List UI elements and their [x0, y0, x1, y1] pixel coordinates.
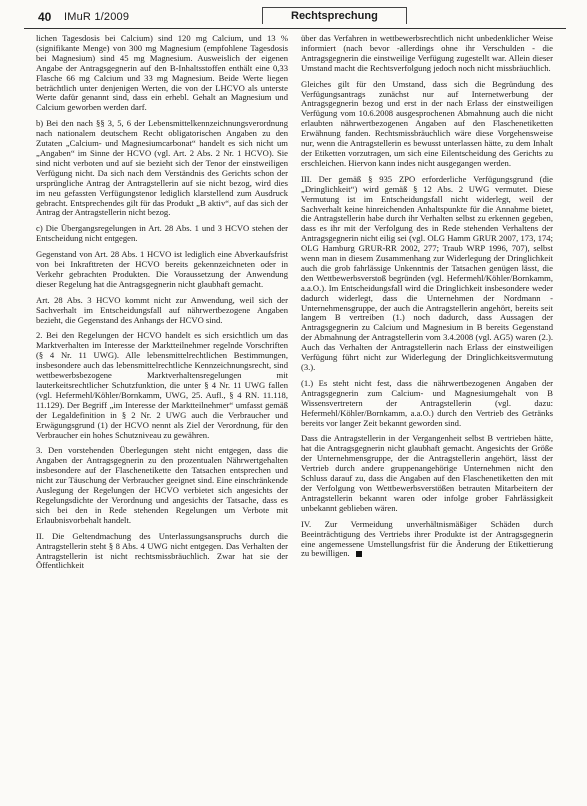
- paragraph: (1.) Es steht nicht fest, dass die nährwertbezogenen Angaben der Antragsgegnerin zum Calcium- und Magnesiumgehalt von B Wissensvertretern der Antragstellerin (vgl. dazu: Hefermehl/Köhler/Bornkamm, a.a.O.) durch den Vertrieb des Getränks bereits vor langer Zeit bekannt geworden sind.: [301, 377, 553, 428]
- paragraph: Art. 28 Abs. 3 HCVO kommt nicht zur Anwendung, weil sich der Sachverhalt im Entscheidungsfall auf nährwertbezogene Angaben bezieht, die Gegenstand des Anhangs der HCVO sind.: [36, 294, 288, 325]
- paragraph: über das Verfahren in wettbewerbsrechtlich nicht unbedenklicher Weise informiert (nach bevor -allerdings ohne ihr Verschulden - die Antragsgegnerin die einstweilige Verfügung zugestellt war. Allein dieser Umstand macht die Rechtsverfolgung jedoch noch nicht missbräuchlich.: [301, 33, 553, 73]
- paragraph: c) Die Übergangsregelungen in Art. 28 Abs. 1 und 3 HCVO stehen der Entscheidung nicht entgegen.: [36, 223, 288, 244]
- paragraph: III. Der gemäß § 935 ZPO erforderliche Verfügungsgrund (die „Dringlichkeit“) wird gemäß § 12 Abs. 2 UWG vermutet. Diese Vermutung ist im Entscheidungsfall nicht widerlegt, weil der Sachverhalt keine hinreichenden Anhaltspunkte für die Annahme bietet, die Antragstellerin habe durch ihr Verhalten selbst zu erkennen gegeben, dass es ihr mit der Verfolgung des in Rede stehenden Verhaltens der Antragsgegnerin nicht eilig sei (vgl. OLG Hamm GRUR 2007, 173, 174; OLG Hamburg GRUR-RR 2002, 277; Traub WRP 1996, 707), selbst wenn man in diesem Zusammenhang zur Widerlegung der Dringlichkeit auch die grob fahrlässige Unkenntnis der Tatsachen genügen lässt, die den Wettbewerbsverstoß begründen (vgl. Hefermehl/Köhler/Bornkamm, a.a.O.). Im Entscheidungsfall wird die Dringlichkeit insbesondere weder dadurch widerlegt, dass die Unternehmen der Nordmann - Unternehmensgruppe, der auch die Antragstellerin angehört, bereits seit langem B vertreiben (1.) noch dadurch, dass Aussagen der Antragsgegnerin zu Calcium und Magnesium in B bereits Gegenstand der Abmahnung der Antragstellerin vom 3.4.2008 (vgl. AG5) waren (2.). Auch das Verhalten der Antragstellerin nach Erlass der einstweiligen Verfügung führt nicht zur Widerlegung der Dringlichkeitsvermutung (3.).: [301, 173, 553, 372]
- left-column: [36, 34, 288, 577]
- right-column: [301, 34, 553, 565]
- paragraph: b) Bei den nach §§ 3, 5, 6 der Lebensmittelkennzeichnungsverordnung nach nationalem deutschem Recht obligatorischen Angaben zu den Zutaten „Calcium- und Magnesiumcarbonat“ handelt es sich nicht um „Angaben“ im Sinne der HCVO (vgl. Art. 2 Abs. 2 Nr. 1 HCVO). Sie sind nicht verboten und auf sie bezieht sich der Tenor der einstweiligen Verfügung nicht. Da sich nach dem Verständnis des Gerichts schon der ursprüngliche Antrag der Antragstellerin auf sie nicht bezog, wird dies im neu gefassten Verfügungstenor lediglich klarstellend zum Ausdruck gebracht. Entsprechendes gilt für das Produkt „B aktiv“, auf das sich der Antrag der Antragstellerin nicht bezog.: [36, 118, 288, 218]
- journal-title: IMuR 1/2009: [64, 11, 130, 23]
- page-number: 40: [38, 10, 52, 24]
- page-header: [24, 10, 564, 30]
- paragraph: II. Die Geltendmachung des Unterlassungsanspruchs durch die Antragstellerin steht § 8 Abs. 4 UWG nicht entgegen. Das Verhalten der Antragstellerin ist nicht rechtsmissbräuchlich. Zwar hat sie der Öffentlichkeit: [36, 530, 288, 571]
- end-of-article-mark: [356, 551, 362, 557]
- paragraph: Dass die Antragstellerin in der Vergangenheit selbst B vertrieben hätte, hat die Antragsgegnerin nicht glaubhaft gemacht. Angesichts der Größe der Unternehmensgruppe, der die Antragstellerin angehört, lässt der Vertrieb durch andere gruppenangehörige Unternehmen nicht den Schluss darauf zu, dass die Angaben auf den Flaschenetiketten den mit der Verfolgung von Wettbewerbsverstößen betrauten Mitarbeitern der Antragstellerin bekannt waren oder infolge grober Fahrlässigkeit unbekannt geblieben wären.: [301, 433, 553, 513]
- header-rule: [24, 28, 566, 29]
- paragraph-text: IV. Zur Vermeidung unverhältnismäßiger Schäden durch Beeinträchtigung des Vertriebs ihrer Produkte ist der Antragsgegnerin eine angemessene Umstellungsfrist für die Änderung der Etikettierung zu bewilligen.: [301, 518, 553, 559]
- paragraph: 2. Bei den Regelungen der HCVO handelt es sich ersichtlich um das Marktverhalten im Interesse der Marktteilnehmer regelnde Vorschriften (§ 4 Nr. 11 UWG). Alle lebensmittelrechtlichen Bestimmungen, insbesondere auch das lebensmittelrechtliche Kennzeichnungsrecht, sind wettbewerbsbezogene Marktverhaltensregelungen mit lauterkeitsrechtlicher Schutzfunktion, die unter § 4 Nr. 11 UWG fallen (vgl. Hefermehl/Köhler/Bornkamm, UWG, 25. Aufl., § 4 RN. 11.118, 11.129). Der Begriff „im Interesse der Marktteilnehmer“ umfasst gemäß der Legaldefinition in § 2 Nr. 2 UWG auch die Verbraucher und Erwägungsgrund (1) der HCVO nennt als Ziel der Verordnung, für den Verbraucher ein hohes Schutzniveau zu gewähren.: [36, 330, 288, 440]
- paragraph: lichen Tagesdosis bei Calcium) sind 120 mg Calcium, und 13 % (signifikante Menge) von 300 mg Magnesium (empfohlene Tagesdosis bei Magnesium) sind 45 mg Magnesium. Ausweislich der eigenen Angabe der Antragsgegnerin auf den B-Inhaltsstoffen enthält eine 0,33 Flasche 66 mg Calcium und 33 mg Magnesium. Beide Werte liegen beträchtlich unter denjenigen Werten, die von der LHCVO als unterste Werte dafür genannt sind, dass ein erhebl. Gehalt an Magnesium und Calcium geworben werden darf.: [36, 33, 288, 113]
- paragraph: Gleiches gilt für den Umstand, dass sich die Begründung des Verfügungsantrags zunächst nur auf Internetwerbung der Antragsgegnerin bezog und erst in der nach Erlass der einstweiligen Verfügung vom 10.6.2008 ausgesprochenen Abmahnung auch die nicht erlaubten nährwertbezogenen Angaben auf den Flaschenetiketten Erwähnung fanden. Rechtsmissbräuchlich wäre diese Vorgehensweise nur, wenn die Antragstellerin es bewusst unterlassen hätte, zu dem Inhalt der Etiketten vorzutragen, um sich eine Eilentscheidung des Gerichts zu erschleichen. Hiervon kann indes nicht ausgegangen werden.: [301, 78, 553, 168]
- section-title: Rechtsprechung: [262, 7, 407, 24]
- last-paragraph: [301, 520, 553, 560]
- paragraph: 3. Den vorstehenden Überlegungen steht nicht entgegen, dass die Angaben der Antragsgegnerin zu den prozentualen Nährwertgehalten insbesondere auf der Flaschenetikette den Tatsachen entsprechen und nicht zur Täuschung der Verbraucher geeignet sind. Eine einschränkende Auslegung der Regelungen der HCVO verbietet sich angesichts der Regelungsdichte der Verordnung und angesichts der Tatsache, dass es sich bei den in Rede stehenden Regelungen um Verbote mit Erlaubnisvorbehalt handelt.: [36, 445, 288, 525]
- paragraph: Gegenstand von Art. 28 Abs. 1 HCVO ist lediglich eine Abverkaufsfrist von bei Inkrafttreten der HCVO bereits gekennzeichneten oder in Verkehr gebrachten Produkten. Die Voraussetzung der Anwendung dieser Regelung hat die Antragsgegnerin nicht glaubhaft gemacht.: [36, 249, 288, 289]
